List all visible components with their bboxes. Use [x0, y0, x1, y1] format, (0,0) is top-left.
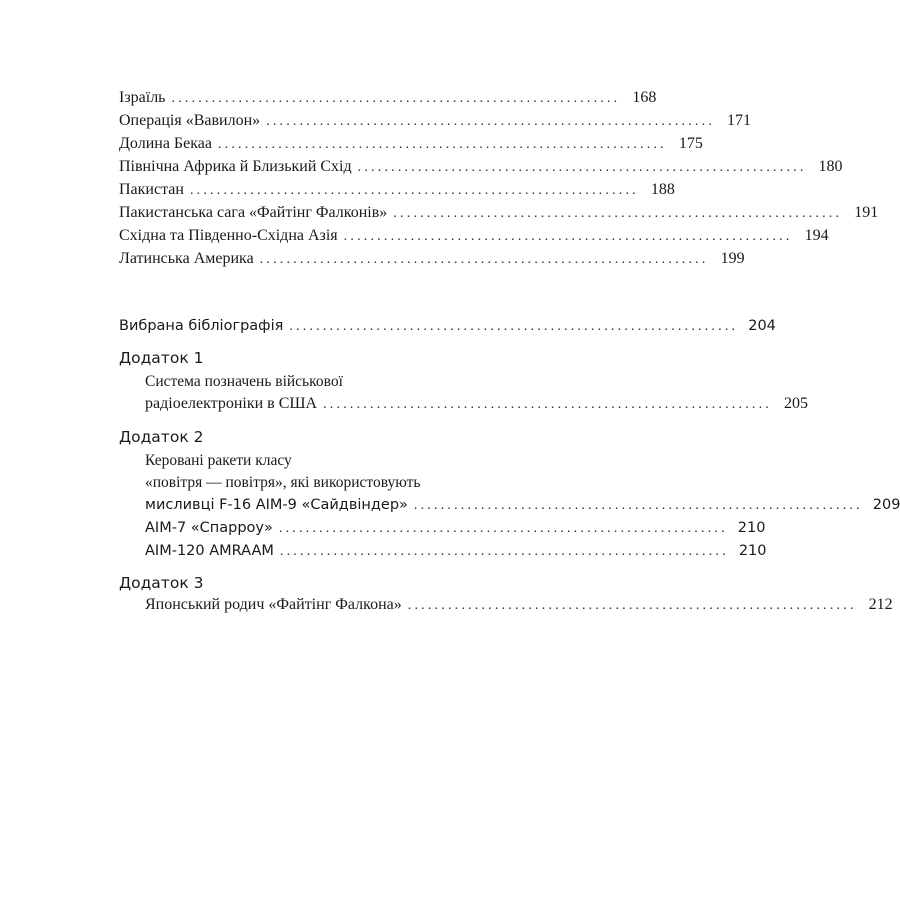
toc-entry-label: Вибрана бібліографія	[119, 318, 284, 334]
appendix-2-line2: «повітря — повітря», які використовують	[145, 474, 421, 491]
leader-dots: ...................................................................	[217, 137, 667, 152]
toc-entry-babylon	[119, 111, 752, 132]
appendix-1-line1: Система позначень військової	[145, 373, 343, 390]
leader-dots: ...................................................................	[357, 160, 807, 175]
toc-entry-label: Операція «Вавилон»	[119, 112, 261, 129]
toc-entry-east-asia	[119, 226, 829, 247]
leader-dots: ...................................................................	[171, 91, 621, 106]
toc-entry-page: 194	[804, 227, 829, 244]
toc-entry-page: 175	[678, 135, 703, 152]
toc-entry-latin-america	[119, 249, 745, 270]
toc-entry-page: 188	[650, 181, 675, 198]
toc-entry-page: 209	[872, 497, 900, 513]
toc-entry-pakistan-saga	[119, 203, 879, 224]
leader-dots: ...................................................................	[323, 397, 772, 412]
toc-entry-pakistan	[119, 180, 675, 201]
appendix-2-title: Додаток 2	[119, 428, 204, 446]
toc-entry-label: радіоелектроніки в США	[145, 395, 318, 412]
toc-entry-page: 199	[720, 250, 745, 267]
toc-entry-appendix-2-aim9	[145, 495, 900, 516]
toc-entry-label: Долина Бекаа	[119, 135, 212, 152]
leader-dots: ...................................................................	[343, 229, 793, 244]
toc-entry-bibliography	[119, 316, 776, 337]
toc-entry-page: 191	[854, 204, 879, 221]
toc-entry-label: мисливці F-16 AIM-9 «Сайдвіндер»	[145, 497, 408, 513]
toc-entry-label: Латинська Америка	[119, 250, 254, 267]
toc-entry-page: 171	[727, 112, 752, 129]
leader-dots: ...................................................................	[259, 252, 709, 267]
leader-dots: ...................................................................	[413, 498, 863, 513]
leader-dots: ...................................................................	[189, 183, 639, 198]
toc-entry-appendix-1	[145, 394, 808, 415]
toc-entry-label: Пакистан	[119, 181, 184, 198]
leader-dots: ...................................................................	[289, 319, 739, 334]
leader-dots: ...................................................................	[278, 521, 728, 536]
appendix-3-title: Додаток 3	[119, 574, 204, 592]
leader-dots: ...................................................................	[407, 598, 857, 613]
toc-entry-appendix-3	[145, 595, 893, 616]
toc-entry-page: 210	[738, 543, 767, 559]
toc-entry-label: Східна та Південно-Східна Азія	[119, 227, 338, 244]
toc-entry-label: Японський родич «Файтінг Фалкона»	[145, 596, 402, 613]
toc-entry-page: 205	[784, 395, 808, 412]
toc-entry-page: 168	[632, 89, 657, 106]
leader-dots: ...................................................................	[266, 114, 716, 129]
toc-entry-page: 210	[737, 520, 766, 536]
toc-entry-label: Пакистанська сага «Файтінг Фалконів»	[119, 204, 388, 221]
toc-entry-label: AIM-120 AMRAAM	[145, 543, 274, 559]
toc-entry-appendix-2-aim120	[145, 541, 767, 562]
appendix-1-title: Додаток 1	[119, 349, 204, 367]
toc-entry-page: 204	[748, 318, 776, 334]
toc-entry-north-africa	[119, 157, 843, 178]
toc-entry-label: Ізраїль	[119, 89, 166, 106]
appendix-2-line1: Керовані ракети класу	[145, 452, 292, 469]
leader-dots: ...................................................................	[279, 544, 729, 559]
toc-entry-page: 180	[818, 158, 843, 175]
toc-entry-bekaa	[119, 134, 703, 155]
toc-entry-label: Північна Африка й Близький Схід	[119, 158, 352, 175]
toc-entry-page: 212	[868, 596, 893, 613]
toc-entry-appendix-2-aim7	[145, 518, 766, 539]
toc-entry-israel	[119, 88, 657, 109]
leader-dots: ...................................................................	[393, 206, 843, 221]
toc-entry-label: AIM-7 «Спарроу»	[145, 520, 273, 536]
